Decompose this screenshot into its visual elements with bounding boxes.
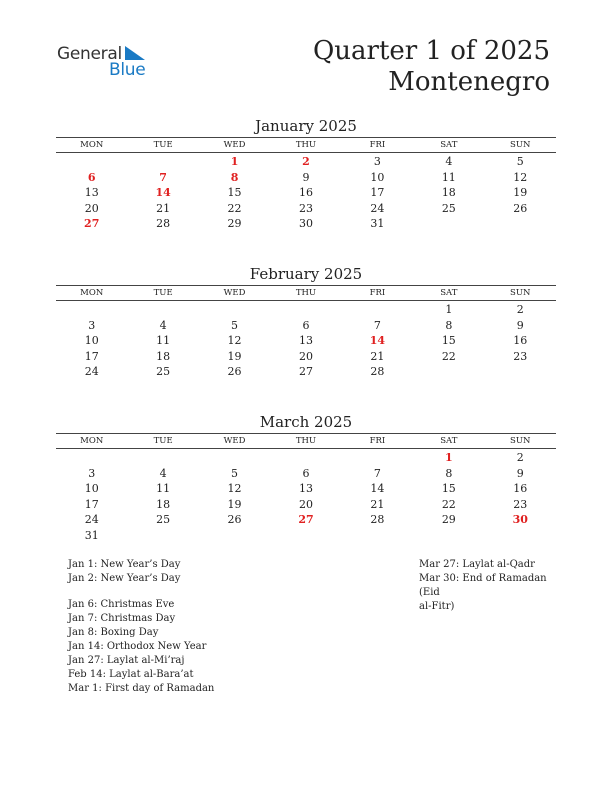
holiday-note: Mar 30: End of Ramadan (Eid xyxy=(419,573,547,598)
day-cell: 3 xyxy=(373,155,381,168)
day-cell: 18 xyxy=(156,497,171,511)
week-row xyxy=(56,364,556,380)
day-cell: 21 xyxy=(156,201,171,215)
logo-general-text: General xyxy=(57,44,122,64)
day-cell: 13 xyxy=(298,482,313,496)
month-march xyxy=(56,412,556,544)
weekday-header-row xyxy=(56,137,556,153)
day-cell: 29 xyxy=(441,513,456,527)
day-cell: 15 xyxy=(227,186,242,200)
weekday-header: TUE xyxy=(153,288,173,298)
day-cell: 15 xyxy=(441,482,456,496)
day-cell: 29 xyxy=(227,217,242,231)
week-row xyxy=(56,528,556,544)
notes-spacer xyxy=(68,586,214,598)
day-cell: 5 xyxy=(516,155,524,168)
weekday-header: SAT xyxy=(440,436,458,446)
empty-day-cell xyxy=(342,528,413,544)
weekday-header: TUE xyxy=(153,140,173,150)
empty-day-cell xyxy=(485,528,556,544)
weekday-header-row xyxy=(56,433,556,449)
day-cell: 6 xyxy=(302,466,310,480)
day-cell: 9 xyxy=(516,318,524,332)
week-row xyxy=(56,450,556,466)
holiday-note: Mar 1: First day of Ramadan xyxy=(68,683,215,694)
day-cell: 16 xyxy=(298,186,313,200)
month-january xyxy=(56,116,556,232)
day-cell: 24 xyxy=(84,365,99,379)
weekday-header: MON xyxy=(80,436,104,446)
empty-day-cell xyxy=(485,364,556,380)
weekday-header: FRI xyxy=(369,288,386,298)
day-cell: 14 xyxy=(370,482,385,496)
empty-day-cell xyxy=(56,302,127,318)
weekday-header-row xyxy=(56,285,556,301)
day-cell: 24 xyxy=(370,201,385,215)
week-row xyxy=(56,302,556,318)
day-cell: 3 xyxy=(88,318,96,332)
weekday-header: WED xyxy=(223,288,246,298)
page-title xyxy=(313,36,550,98)
day-cell: 18 xyxy=(441,186,456,200)
day-cell: 10 xyxy=(84,334,99,348)
day-cell: 10 xyxy=(84,482,99,496)
day-cell: 28 xyxy=(370,365,385,379)
day-cell: 25 xyxy=(156,365,171,379)
weekday-header: SAT xyxy=(440,140,458,150)
empty-day-cell xyxy=(270,302,341,318)
empty-day-cell xyxy=(270,528,341,544)
day-cell: 21 xyxy=(370,497,385,511)
empty-day-cell xyxy=(127,450,198,466)
holiday-note: Jan 6: Christmas Eve xyxy=(68,599,175,610)
month-title: February 2025 xyxy=(249,265,363,283)
week-row xyxy=(56,497,556,513)
title-quarter: Quarter 1 of 2025 xyxy=(312,36,550,66)
day-cell: 27 xyxy=(84,217,100,231)
day-cell: 23 xyxy=(513,349,528,363)
day-cell: 7 xyxy=(373,318,381,332)
day-cell: 19 xyxy=(227,497,242,511)
day-cell: 15 xyxy=(441,334,456,348)
weekday-header: FRI xyxy=(369,436,386,446)
day-cell: 22 xyxy=(441,349,456,363)
day-cell: 12 xyxy=(227,334,242,348)
day-cell: 18 xyxy=(156,349,171,363)
day-cell: 8 xyxy=(445,466,453,480)
week-row xyxy=(56,333,556,349)
weekday-header: THU xyxy=(295,436,317,446)
day-cell: 13 xyxy=(84,186,99,200)
empty-day-cell xyxy=(56,450,127,466)
day-cell: 30 xyxy=(298,217,313,231)
empty-day-cell xyxy=(199,450,270,466)
day-cell: 24 xyxy=(84,513,99,527)
empty-day-cell xyxy=(270,450,341,466)
month-title: January 2025 xyxy=(255,117,357,135)
weekday-header: WED xyxy=(223,140,246,150)
empty-day-cell xyxy=(199,528,270,544)
day-cell: 1 xyxy=(230,155,239,168)
empty-day-cell xyxy=(127,154,198,170)
day-cell: 11 xyxy=(156,482,171,496)
holiday-notes-right xyxy=(419,558,559,614)
day-cell: 9 xyxy=(516,466,524,480)
day-cell: 23 xyxy=(513,497,528,511)
logo-blue-text: Blue xyxy=(109,60,146,80)
day-cell: 19 xyxy=(513,186,528,200)
empty-day-cell xyxy=(413,364,484,380)
empty-day-cell xyxy=(199,302,270,318)
day-cell: 17 xyxy=(84,497,99,511)
day-cell: 5 xyxy=(231,466,239,480)
day-cell: 2 xyxy=(302,155,310,168)
holiday-notes-left xyxy=(68,558,214,696)
day-cell: 19 xyxy=(227,349,242,363)
holiday-note: Mar 27: Laylat al-Qadr xyxy=(419,559,535,570)
week-row xyxy=(56,466,556,482)
day-cell: 3 xyxy=(88,466,96,480)
day-cell: 25 xyxy=(156,513,171,527)
day-cell: 22 xyxy=(441,497,456,511)
week-row xyxy=(56,481,556,497)
day-cell: 10 xyxy=(370,170,385,184)
day-cell: 20 xyxy=(298,497,313,511)
logo xyxy=(57,44,157,80)
day-cell: 7 xyxy=(373,466,381,480)
day-cell: 8 xyxy=(230,170,239,184)
holiday-note: Jan 27: Laylat al-Mi’raj xyxy=(68,655,185,666)
week-row xyxy=(56,216,556,232)
day-cell: 16 xyxy=(513,482,528,496)
day-cell: 2 xyxy=(516,451,524,464)
week-row xyxy=(56,318,556,334)
day-cell: 25 xyxy=(441,201,456,215)
weekday-header: MON xyxy=(80,288,104,298)
day-cell: 28 xyxy=(370,513,385,527)
holiday-note: Jan 2: New Year’s Day xyxy=(68,573,181,584)
day-cell: 4 xyxy=(159,466,167,480)
weekday-header: WED xyxy=(223,436,246,446)
day-cell: 26 xyxy=(513,201,528,215)
week-row xyxy=(56,185,556,201)
day-cell: 6 xyxy=(302,318,310,332)
week-row xyxy=(56,170,556,186)
day-cell: 27 xyxy=(298,365,313,379)
day-cell: 6 xyxy=(87,170,96,184)
empty-day-cell xyxy=(56,154,127,170)
holiday-note: Jan 14: Orthodox New Year xyxy=(68,641,207,652)
week-row xyxy=(56,512,556,528)
week-row xyxy=(56,349,556,365)
day-cell: 4 xyxy=(159,318,167,332)
month-february xyxy=(56,264,556,380)
day-cell: 1 xyxy=(445,303,453,316)
holiday-note: Jan 7: Christmas Day xyxy=(68,613,176,624)
weekday-header: TUE xyxy=(153,436,173,446)
day-cell: 16 xyxy=(513,334,528,348)
title-country: Montenegro xyxy=(388,67,550,97)
weekday-header: MON xyxy=(80,140,104,150)
day-cell: 21 xyxy=(370,349,385,363)
month-title: March 2025 xyxy=(259,413,353,431)
day-cell: 30 xyxy=(512,513,528,527)
day-cell: 2 xyxy=(516,303,524,316)
day-cell: 31 xyxy=(84,528,99,542)
empty-day-cell xyxy=(127,528,198,544)
week-row xyxy=(56,201,556,217)
day-cell: 28 xyxy=(156,217,171,231)
day-cell: 12 xyxy=(227,482,242,496)
day-cell: 20 xyxy=(298,349,313,363)
day-cell: 14 xyxy=(369,334,386,348)
day-cell: 26 xyxy=(227,365,242,379)
day-cell: 9 xyxy=(302,170,310,184)
empty-day-cell xyxy=(342,302,413,318)
holiday-note: Jan 8: Boxing Day xyxy=(68,627,159,638)
weekday-header: SUN xyxy=(510,288,531,298)
empty-day-cell xyxy=(485,216,556,232)
day-cell: 4 xyxy=(445,155,453,168)
holiday-note: Jan 1: New Year’s Day xyxy=(68,559,181,570)
day-cell: 26 xyxy=(227,513,242,527)
weekday-header: SUN xyxy=(510,140,531,150)
day-cell: 13 xyxy=(298,334,313,348)
day-cell: 31 xyxy=(370,217,385,231)
day-cell: 12 xyxy=(513,170,528,184)
day-cell: 23 xyxy=(298,201,313,215)
day-cell: 17 xyxy=(370,186,385,200)
empty-day-cell xyxy=(413,216,484,232)
day-cell: 8 xyxy=(445,318,453,332)
weekday-header: THU xyxy=(295,288,317,298)
day-cell: 11 xyxy=(441,170,456,184)
day-cell: 14 xyxy=(155,186,171,200)
day-cell: 27 xyxy=(298,513,314,527)
weekday-header: THU xyxy=(295,140,317,150)
week-row xyxy=(56,154,556,170)
empty-day-cell xyxy=(127,302,198,318)
day-cell: 22 xyxy=(227,201,242,215)
day-cell: 17 xyxy=(84,349,99,363)
holiday-note: Feb 14: Laylat al-Bara’at xyxy=(68,669,194,680)
weekday-header: SAT xyxy=(440,288,458,298)
holiday-note: al-Fitr) xyxy=(419,601,455,612)
day-cell: 11 xyxy=(156,334,171,348)
weekday-header: FRI xyxy=(369,140,386,150)
day-cell: 1 xyxy=(444,451,453,464)
weekday-header: SUN xyxy=(510,436,531,446)
day-cell: 7 xyxy=(159,170,167,184)
day-cell: 20 xyxy=(84,201,99,215)
empty-day-cell xyxy=(342,450,413,466)
empty-day-cell xyxy=(413,528,484,544)
day-cell: 5 xyxy=(231,318,239,332)
